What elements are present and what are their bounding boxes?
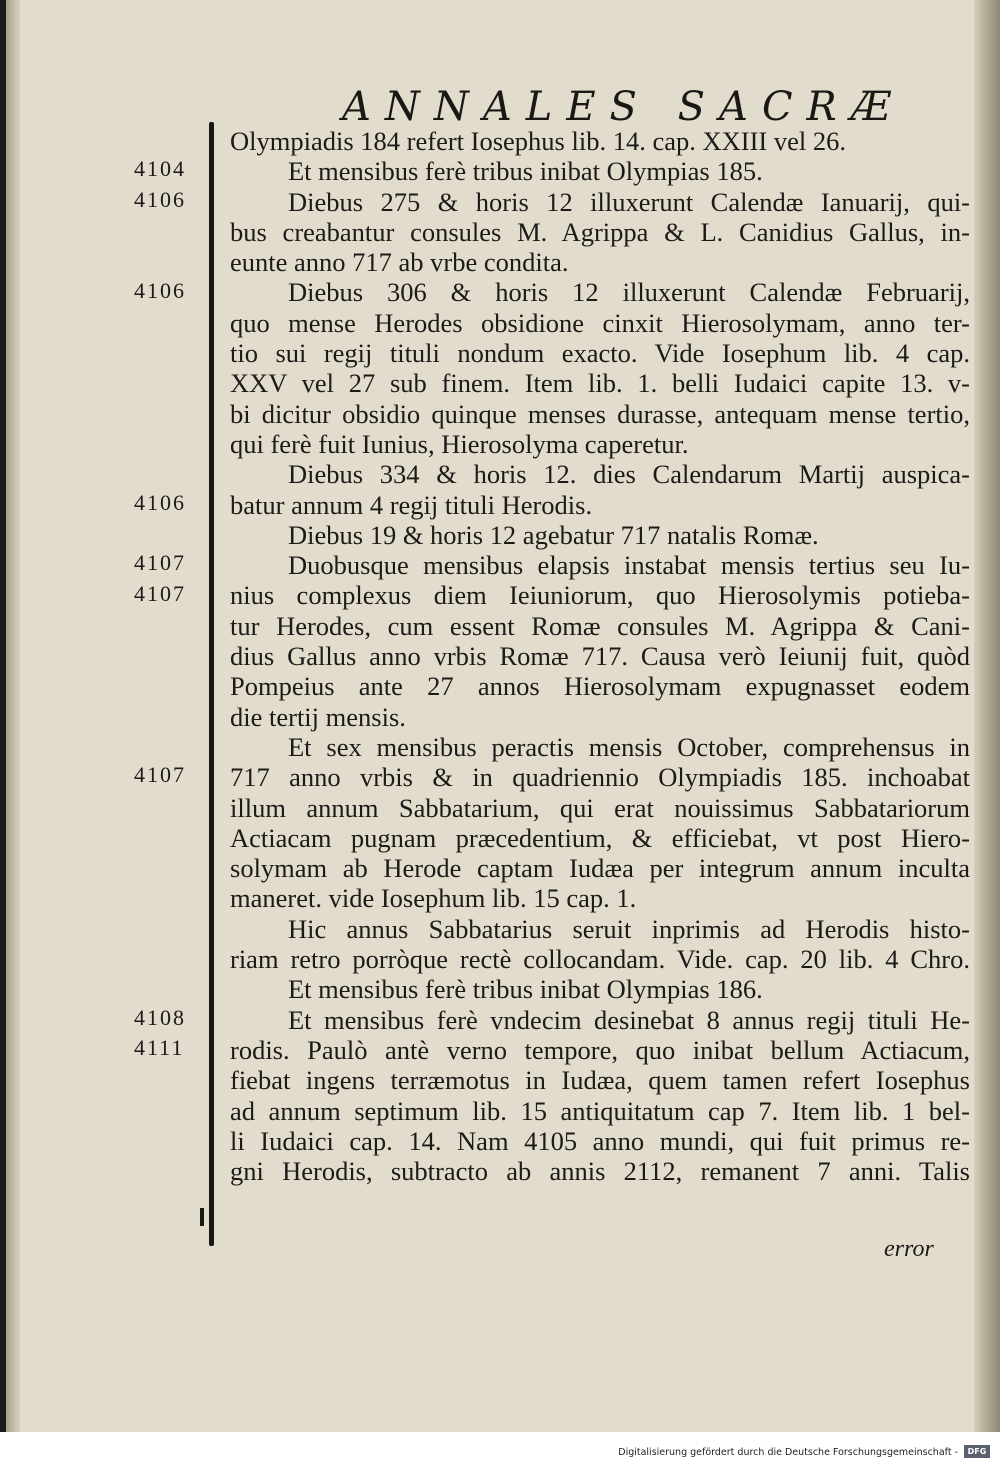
text-line: bi dicitur obsidio quinque menses durasse, antequam mense tertio, bbox=[230, 398, 970, 429]
margin-year: 4106 bbox=[134, 277, 186, 303]
margin-year: 4107 bbox=[134, 580, 186, 606]
margin-year: 4108 bbox=[134, 1004, 186, 1030]
text-line: Diebus 334 & horis 12. dies Calendarum Martij auspica- bbox=[288, 459, 970, 490]
text-line: Duobusque mensibus elapsis instabat mensis tertius seu Iu- bbox=[288, 550, 970, 581]
text-line: batur annum 4 regij tituli Herodis. bbox=[230, 489, 593, 520]
text-line: Diebus 306 & horis 12 illuxerunt Calendæ Februarij, bbox=[288, 277, 970, 308]
text-line: tio sui regij tituli nondum exacto. Vide Iosephum lib. 4 cap. bbox=[230, 338, 970, 369]
running-head: ANNALES SACRÆ bbox=[342, 84, 905, 130]
text-line: Actiacam pugnam præcedentium, & efficiebat, vt post Hiero- bbox=[230, 822, 970, 853]
text-line: Et mensibus ferè vndecim desinebat 8 annus regij tituli He- bbox=[288, 1004, 970, 1035]
text-line: rodis. Paulò antè verno tempore, quo inibat bellum Actiacum, bbox=[230, 1034, 970, 1065]
text-line: solymam ab Herode captam Iudæa per integrum annum inculta bbox=[230, 853, 970, 884]
text-line: Pompeius ante 27 annos Hierosolymam expugnasset eodem bbox=[230, 671, 970, 702]
text-line: Et sex mensibus peractis mensis October, comprehensus in bbox=[288, 731, 970, 762]
text-line: die tertij mensis. bbox=[230, 701, 406, 732]
text-line: qui ferè fuit Iunius, Hierosolyma caperetur. bbox=[230, 428, 689, 459]
text-line: Et mensibus ferè tribus inibat Olympias 185. bbox=[288, 156, 763, 187]
catchword: error bbox=[884, 1236, 934, 1262]
text-line: maneret. vide Iosephum lib. 15 cap. 1. bbox=[230, 883, 637, 914]
page-edge bbox=[974, 0, 1000, 1432]
text-line: tur Herodes, cum essent Romæ consules M. Agrippa & Cani- bbox=[230, 610, 970, 641]
margin-year: 4104 bbox=[134, 156, 186, 182]
margin-year: 4111 bbox=[134, 1035, 185, 1060]
dfg-logo: DFG bbox=[964, 1445, 990, 1458]
footer-credit: Digitalisierung gefördert durch die Deutsche Forschungsgemeinschaft - bbox=[618, 1447, 958, 1458]
text-line: li Iudaici cap. 14. Nam 4105 anno mundi, qui fuit primus re- bbox=[230, 1125, 970, 1156]
text-line: Et mensibus ferè tribus inibat Olympias 186. bbox=[288, 974, 763, 1005]
body-text bbox=[230, 126, 970, 1186]
margin-year: 4106 bbox=[134, 186, 186, 212]
text-line: ad annum septimum lib. 15 antiquitatum cap 7. Item lib. 1 bel- bbox=[230, 1095, 970, 1126]
text-line: fiebat ingens terræmotus in Iudæa, quem tamen refert Iosephus bbox=[230, 1065, 970, 1096]
text-line: eunte anno 717 ab vrbe condita. bbox=[230, 247, 569, 278]
text-line: quo mense Herodes obsidione cinxit Hierosolymam, anno ter- bbox=[230, 307, 970, 338]
text-line: gni Herodis, subtracto ab annis 2112, remanent 7 anni. Talis bbox=[230, 1156, 970, 1187]
margin-year: 4107 bbox=[134, 762, 186, 788]
margin-year: 4106 bbox=[134, 489, 186, 515]
text-line: Olympiadis 184 refert Iosephus lib. 14. cap. XXIII vel 26. bbox=[230, 126, 846, 156]
text-line: Diebus 275 & horis 12 illuxerunt Calendæ Ianuarij, qui- bbox=[288, 186, 970, 217]
text-line: bus creabantur consules M. Agrippa & L. Canidius Gallus, in- bbox=[230, 216, 970, 247]
text-line: Diebus 19 & horis 12 agebatur 717 natalis Romæ. bbox=[288, 519, 819, 550]
text-line: dius Gallus anno vrbis Romæ 717. Causa verò Ieiunij fuit, quòd bbox=[230, 641, 970, 672]
text-line: Hic annus Sabbatarius seruit inprimis ad Herodis histo- bbox=[288, 913, 970, 944]
book-page bbox=[6, 0, 1000, 1432]
text-line: XXV vel 27 sub finem. Item lib. 1. belli Iudaici capite 13. v- bbox=[230, 368, 970, 399]
page-gutter-shadow bbox=[6, 0, 20, 1432]
margin-year: 4107 bbox=[134, 550, 186, 576]
margin-rule-foot bbox=[200, 1208, 204, 1226]
text-line: illum annum Sabbatarium, qui erat nouissimus Sabbatariorum bbox=[230, 792, 970, 823]
text-line: 717 anno vrbis & in quadriennio Olympiadis 185. inchoabat bbox=[230, 762, 970, 793]
margin-rule bbox=[209, 122, 214, 1246]
text-line: nius complexus diem Ieiuniorum, quo Hierosolymis potieba- bbox=[230, 580, 970, 611]
text-line: riam retro porròque rectè collocandam. Vide. cap. 20 lib. 4 Chro. bbox=[230, 944, 970, 975]
